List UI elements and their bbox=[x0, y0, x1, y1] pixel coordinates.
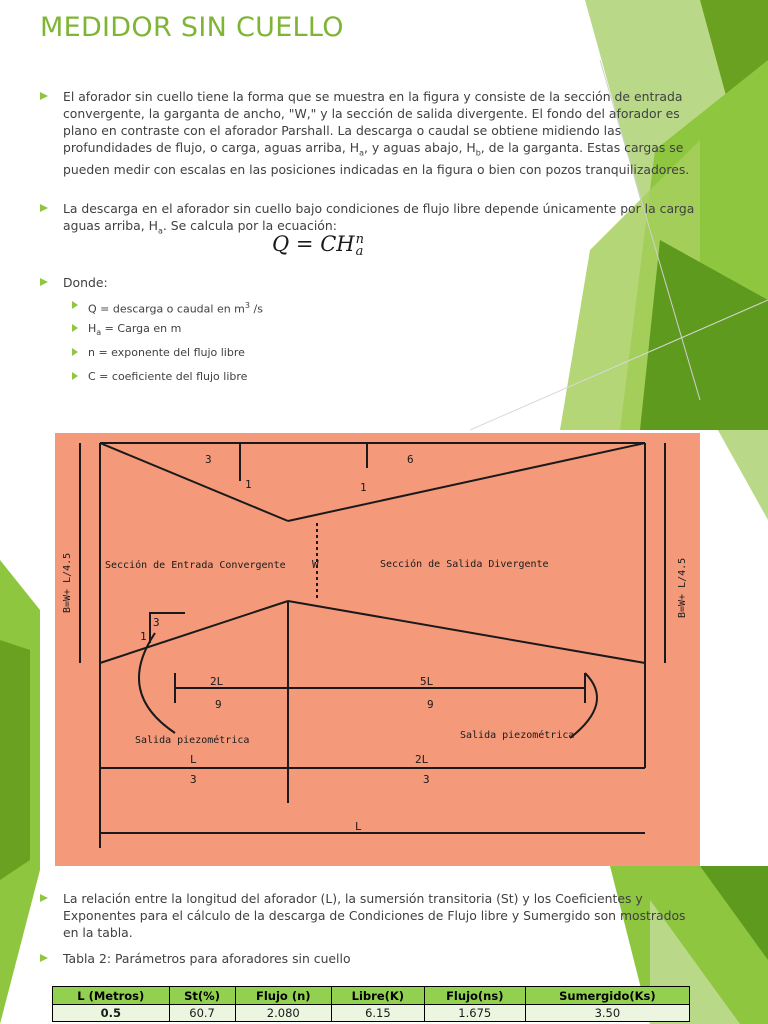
slope-outlet-rise: 1 bbox=[360, 481, 367, 494]
figure-background bbox=[55, 433, 700, 866]
para1-subscript-a: a bbox=[359, 148, 364, 158]
label-l-third: L bbox=[190, 753, 197, 766]
header-sumergido-ks: Sumergido(Ks) bbox=[525, 987, 689, 1005]
triangle-bullet-icon bbox=[72, 324, 78, 332]
definition-q bbox=[72, 298, 732, 317]
label-inlet-section: Sección de Entrada Convergente bbox=[105, 560, 286, 571]
label-l-total: L bbox=[355, 820, 362, 833]
paragraph-relacion bbox=[40, 890, 700, 941]
label-w: W bbox=[312, 558, 319, 571]
definition-ha-subscript: a bbox=[96, 328, 102, 338]
definition-q-superscript: 3 bbox=[244, 301, 250, 310]
equation-exponent: n bbox=[355, 231, 364, 247]
cell-ns: 1.675 bbox=[424, 1005, 525, 1022]
equation-lhs: Q bbox=[272, 232, 290, 256]
para1-text-3: , de la garganta. Estas cargas se pueden medir con escalas en las posiciones indicadas en la figura o bien con pozos tranquilizadores. bbox=[63, 140, 690, 178]
cell-l: 0.5 bbox=[53, 1005, 170, 1022]
paragraph-donde bbox=[40, 274, 700, 291]
triangle-bullet-icon bbox=[40, 278, 48, 286]
parameters-table bbox=[52, 986, 690, 1022]
paragraph-descarga bbox=[40, 200, 700, 239]
cell-k: 6.15 bbox=[331, 1005, 424, 1022]
label-5l: 5L bbox=[420, 675, 434, 688]
paragraph-tabla-caption bbox=[40, 950, 700, 967]
label-9a: 9 bbox=[215, 698, 222, 711]
definition-ha bbox=[72, 321, 732, 340]
discharge-equation bbox=[272, 232, 364, 258]
cell-n: 2.080 bbox=[235, 1005, 331, 1022]
label-3b: 3 bbox=[423, 773, 430, 786]
label-2l-third: 2L bbox=[415, 753, 429, 766]
header-st: St(%) bbox=[169, 987, 235, 1005]
triangle-bullet-icon bbox=[40, 204, 48, 212]
equation-equals: = bbox=[295, 232, 314, 256]
definition-q-unit: /s bbox=[250, 302, 263, 316]
cell-ks: 3.50 bbox=[525, 1005, 689, 1022]
triangle-bullet-icon bbox=[72, 372, 78, 380]
slope-inlet-rise: 1 bbox=[245, 478, 252, 491]
donde-label: Donde: bbox=[63, 275, 108, 290]
para2-text-2: . Se calcula por la ecuación: bbox=[162, 218, 337, 233]
label-2l: 2L bbox=[210, 675, 224, 688]
flume-diagram bbox=[55, 433, 700, 866]
definition-ha-text: = Carga en m bbox=[101, 322, 182, 335]
triangle-bullet-icon bbox=[40, 894, 48, 902]
definition-c bbox=[72, 369, 732, 384]
header-l-metros: L (Metros) bbox=[53, 987, 170, 1005]
slope-bottom-rise: 1 bbox=[140, 630, 147, 643]
para1-text-2: , y aguas abajo, H bbox=[363, 140, 476, 155]
header-flujo-n: Flujo (n) bbox=[235, 987, 331, 1005]
definition-q-text: Q = descarga o caudal en m bbox=[88, 302, 245, 316]
label-left-width-dim: B=W+ L/4.5 bbox=[62, 552, 73, 613]
facet-left-dark bbox=[0, 640, 30, 880]
label-3a: 3 bbox=[190, 773, 197, 786]
cell-st: 60.7 bbox=[169, 1005, 235, 1022]
page-title: MEDIDOR SIN CUELLO bbox=[40, 12, 344, 43]
slope-bottom-run: 3 bbox=[153, 616, 160, 629]
definition-n bbox=[72, 345, 732, 360]
equation-rhs: CH bbox=[320, 232, 355, 256]
label-salida-right: Salida piezométrica bbox=[460, 730, 575, 741]
slope-outlet-run: 6 bbox=[407, 453, 414, 466]
slope-inlet-run: 3 bbox=[205, 453, 212, 466]
table-header-row bbox=[53, 987, 690, 1005]
table-row bbox=[53, 1005, 690, 1022]
para1-subscript-b: b bbox=[475, 148, 481, 158]
para2-text-1: La descarga en el aforador sin cuello bajo condiciones de flujo libre depende únicamente por la carga aguas arriba, H bbox=[63, 201, 695, 233]
label-right-width-dim: B=W+ L/4.5 bbox=[677, 557, 688, 618]
definition-n-text: n = exponente del flujo libre bbox=[88, 346, 245, 359]
definition-ha-h: H bbox=[88, 322, 97, 335]
equation-subscript: a bbox=[355, 243, 364, 259]
header-flujo-ns: Flujo(ns) bbox=[424, 987, 525, 1005]
table-caption: Tabla 2: Parámetros para aforadores sin cuello bbox=[63, 951, 351, 966]
relacion-text: La relación entre la longitud del aforador (L), la sumersión transitoria (St) y los Coeficientes y Exponentes para el cálculo de la descarga de Condiciones de Flujo libre y Sumergido son mostrados en la tabla. bbox=[63, 891, 686, 940]
label-salida-left: Salida piezométrica bbox=[135, 735, 250, 746]
triangle-bullet-icon bbox=[72, 301, 78, 309]
label-9b: 9 bbox=[427, 698, 434, 711]
para1-text-1: El aforador sin cuello tiene la forma que se muestra en la figura y consiste de la sección de entrada convergente, la garganta de ancho, "W," y la sección de salida divergente. El fondo del aforador es plano en contraste con el aforador Parshall. La descarga o caudal se obtiene midiendo las profundidades de flujo, o carga, aguas arriba, H bbox=[63, 89, 683, 155]
triangle-bullet-icon bbox=[72, 348, 78, 356]
para2-subscript-a: a bbox=[157, 226, 163, 236]
header-libre-k: Libre(K) bbox=[331, 987, 424, 1005]
paragraph-description bbox=[40, 88, 700, 178]
triangle-bullet-icon bbox=[40, 92, 48, 100]
triangle-bullet-icon bbox=[40, 954, 48, 962]
label-outlet-section: Sección de Salida Divergente bbox=[380, 559, 549, 570]
definition-c-text: C = coeficiente del flujo libre bbox=[88, 370, 248, 383]
